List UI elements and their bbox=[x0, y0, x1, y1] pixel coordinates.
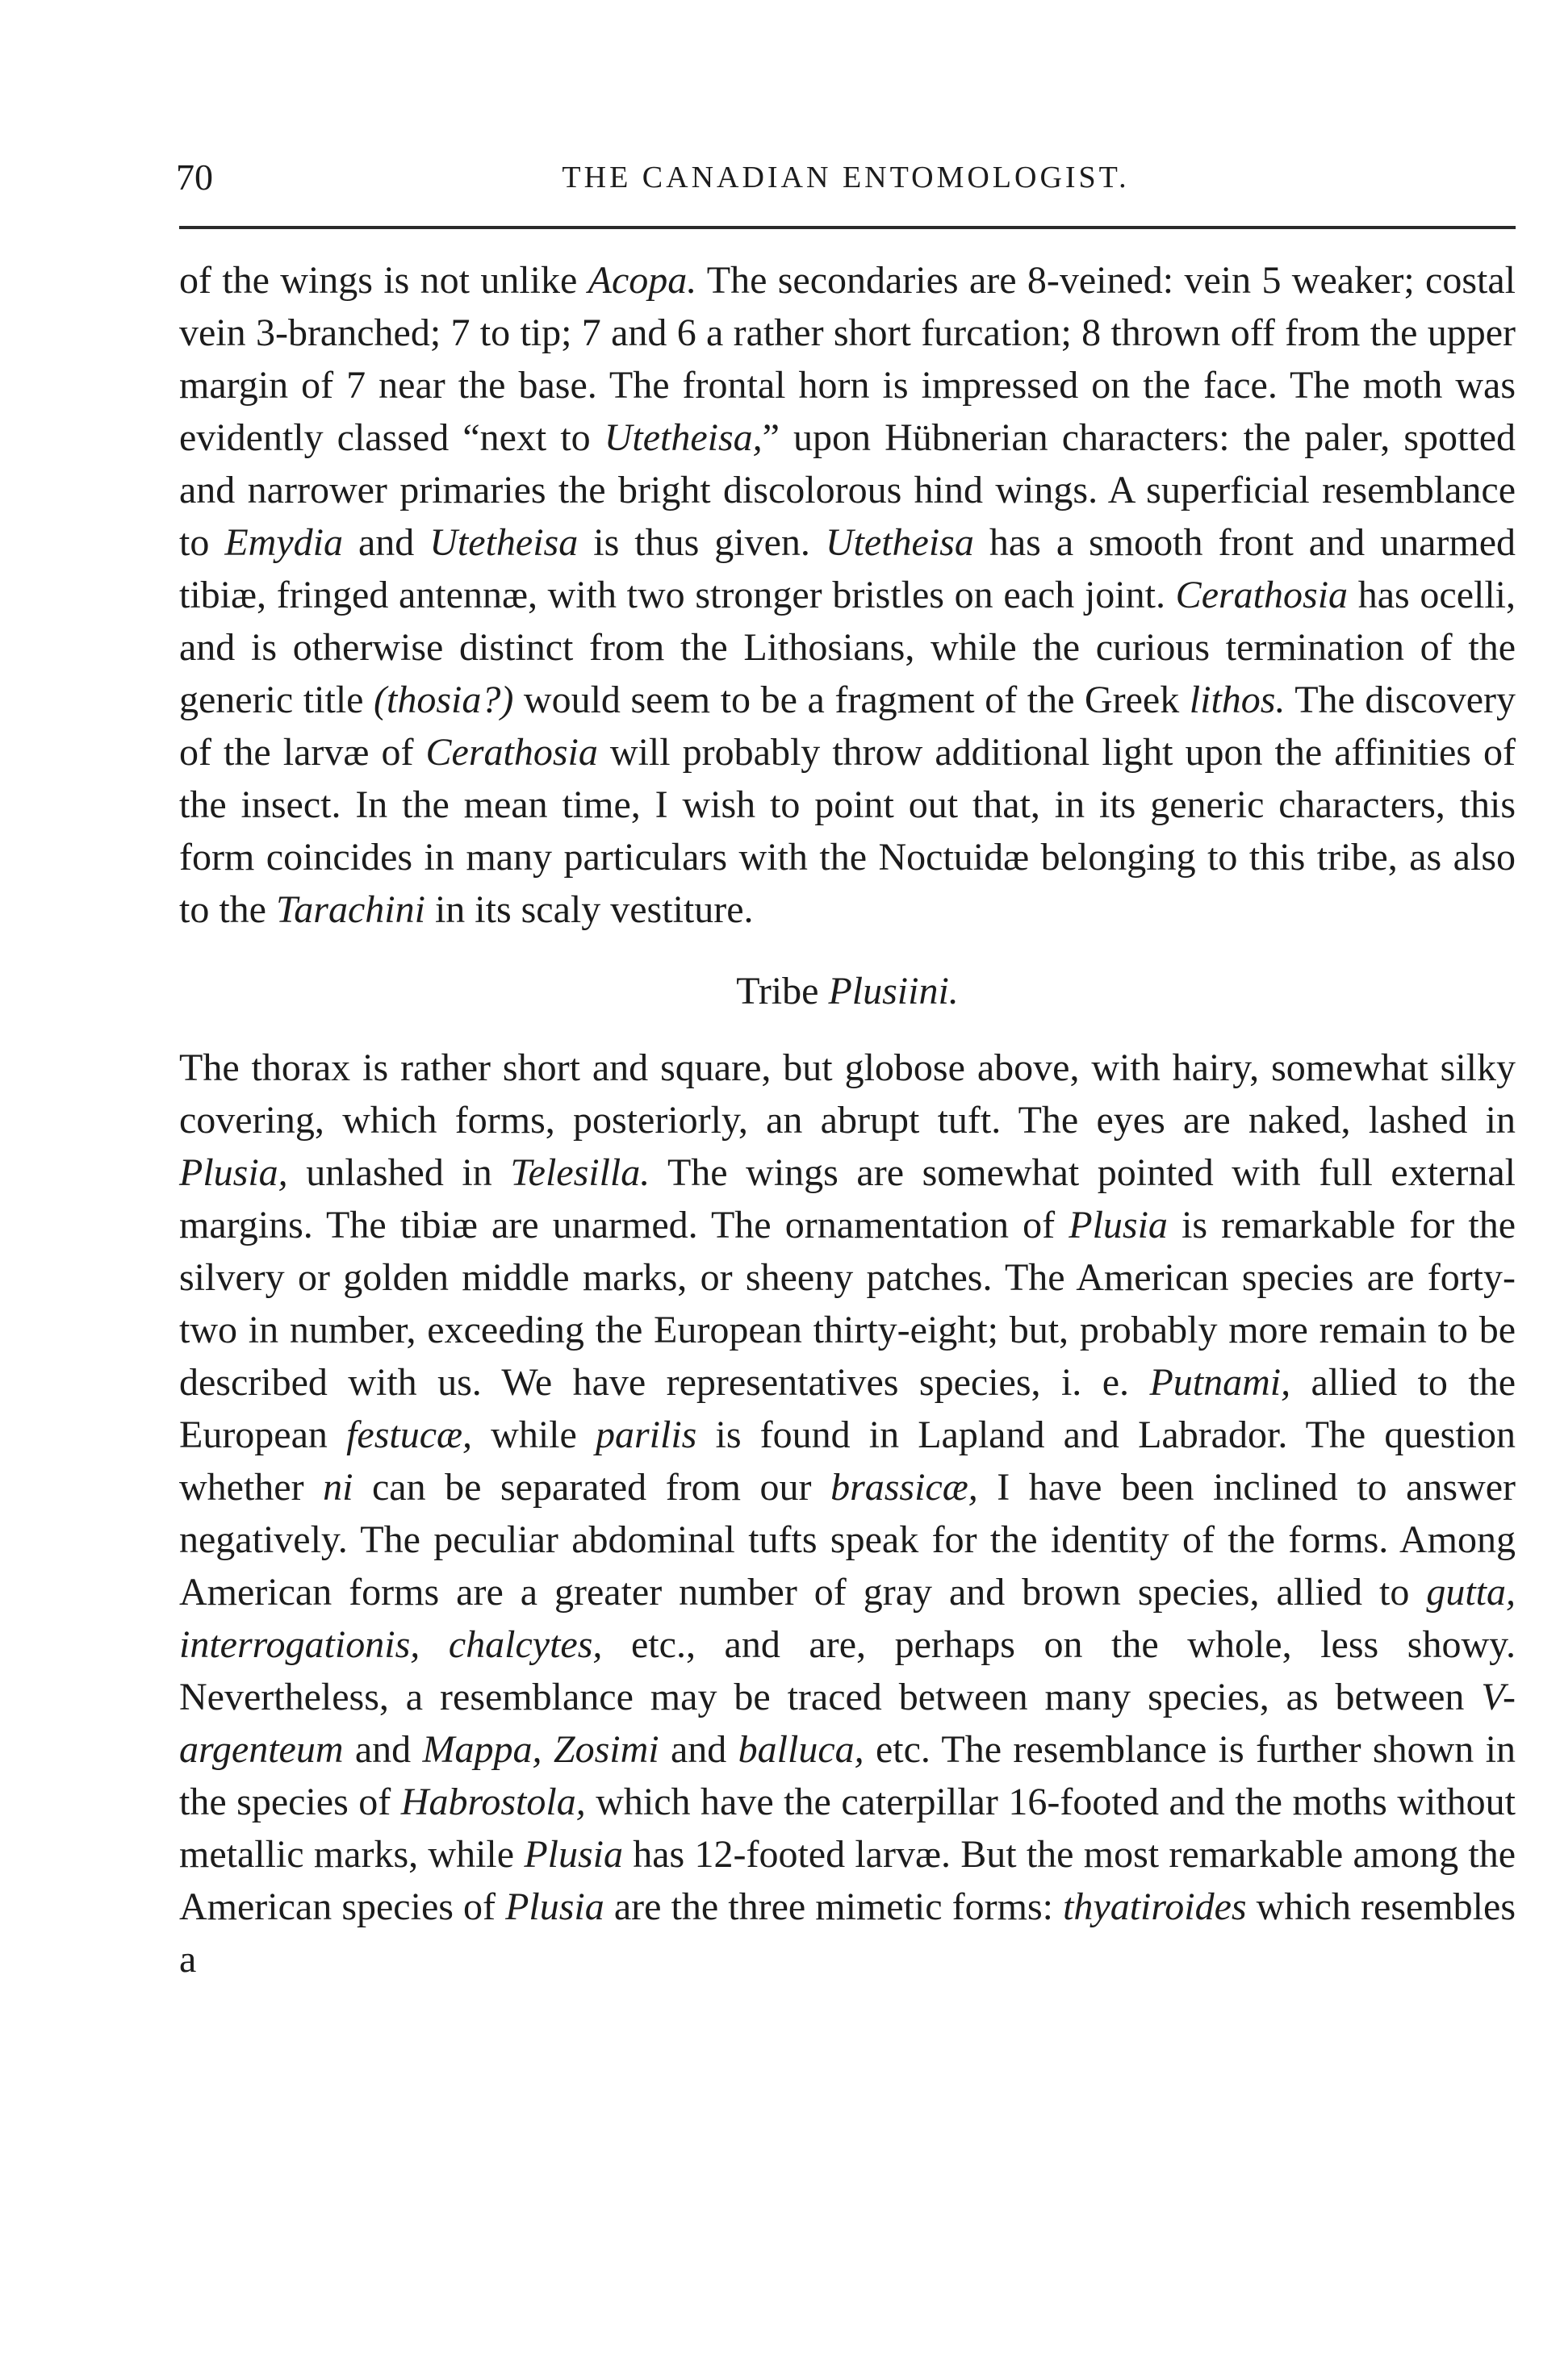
running-title: THE CANADIAN ENTOMOLOGIST. bbox=[562, 161, 1130, 194]
paragraph-continued: of the wings is not unlike Acopa. The secondaries are 8-veined: vein 5 weaker; costal vein 3-branched; 7 to tip; 7 and 6 a rather short furcation; 8 thrown off from the upper margin of 7 near the base. The frontal horn is impressed on the face. The moth was evidently classed “next to Utetheisa,” upon Hübnerian characters: the paler, spotted and narrower primaries the bright discolorous hind wings. A superficial resemblance to Emydia and Utetheisa is thus given. Utetheisa has a smooth front and unarmed tibiæ, fringed antennæ, with two stronger bristles on each joint. Cerathosia has ocelli, and is otherwise distinct from the Lithosians, while the curious termination of the generic title (thosia?) would seem to be a fragment of the Greek lithos. The discovery of the larvæ of Cerathosia will probably throw additional light upon the affinities of the insect. In the mean time, I wish to point out that, in its generic characters, this form coincides in many particulars with the Noctuidæ belonging to this tribe, as also to the Tarachini in its scaly vestiture. bbox=[179, 259, 1516, 931]
paragraph-plusiini: The thorax is rather short and square, but globose above, with hairy, somewhat silky covering, which forms, posteriorly, an abrupt tuft. The eyes are naked, lashed in Plusia, unlashed in Telesilla. The wings are somewhat pointed with full external margins. The tibiæ are unarmed. The ornamentation of Plusia is remarkable for the silvery or golden middle marks, or sheeny patches. The American species are forty-two in number, exceeding the European thirty-eight; but, probably more remain to be described with us. We have representatives species, i. e. Putnami, allied to the European festucæ, while parilis is found in Lapland and Labrador. The question whether ni can be separated from our brassicæ, I have been inclined to answer negatively. The peculiar abdominal tufts speak for the identity of the forms. Among American forms are a greater number of gray and brown species, allied to gutta, interrogationis, chalcytes, etc., and are, perhaps on the whole, less showy. Nevertheless, a resemblance may be traced between many species, as between V-argenteum and Mappa, Zosimi and balluca, etc. The resemblance is further shown in the species of Habrostola, which have the caterpillar 16-footed and the moths without metallic marks, while Plusia has 12-footed larvæ. But the most remarkable among the American species of Plusia are the three mimetic forms: thyatiroides which resembles a bbox=[179, 1046, 1516, 1981]
section-heading: Tribe Plusiini. bbox=[736, 970, 959, 1013]
body-text bbox=[179, 254, 1516, 1985]
page-number: 70 bbox=[176, 157, 213, 198]
page-header bbox=[176, 153, 1516, 202]
header-rule bbox=[179, 226, 1516, 229]
